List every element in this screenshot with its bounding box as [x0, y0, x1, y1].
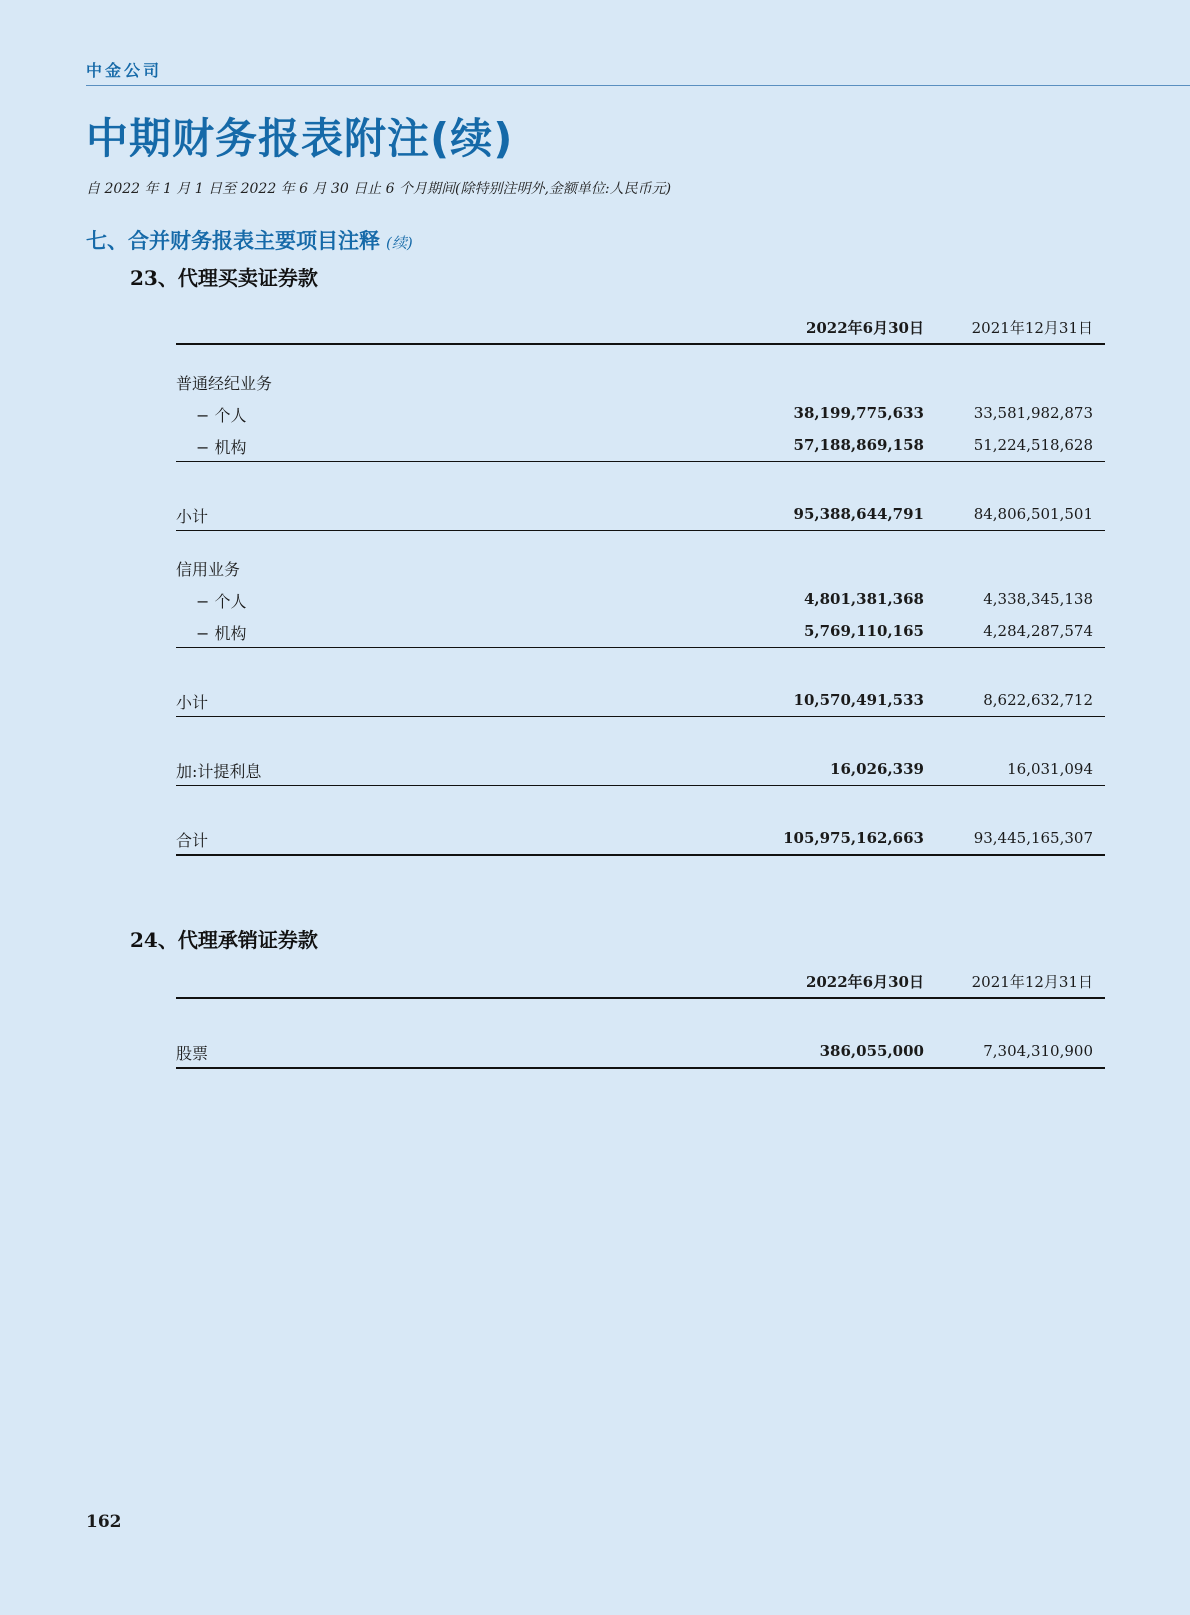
table-header: [176, 969, 1105, 999]
table-row: [176, 397, 1105, 429]
col-header-2022: 2022年6月30日: [805, 973, 924, 991]
row-label: − 机构: [196, 438, 247, 457]
row-label: − 个人: [196, 592, 247, 611]
row-label: 信用业务: [176, 560, 241, 579]
table-row-total: [176, 822, 1105, 854]
section-heading-text: 七、合并财务报表主要项目注释: [86, 229, 380, 253]
value-2022: 386,055,000: [819, 1042, 924, 1060]
total-rule: [176, 1067, 1105, 1069]
value-2021: 4,284,287,574: [983, 622, 1093, 640]
row-label: 小计: [176, 693, 209, 712]
page-title: 中期财务报表附注(续): [86, 114, 514, 163]
value-2022: 95,388,644,791: [793, 505, 924, 523]
value-2021: 84,806,501,501: [973, 505, 1093, 523]
value-2021: 51,224,518,628: [973, 436, 1093, 454]
table-row: [176, 551, 1105, 583]
col-header-2022: 2022年6月30日: [805, 319, 924, 337]
value-2022: 16,026,339: [830, 760, 924, 778]
page-number: 162: [86, 1512, 122, 1532]
col-header-2021: 2021年12月31日: [971, 973, 1093, 991]
table-row: [176, 753, 1105, 785]
row-label: 股票: [176, 1044, 209, 1063]
value-2022: 38,199,775,633: [793, 404, 924, 422]
section-heading: [86, 225, 413, 255]
value-2022: 5,769,110,165: [803, 622, 924, 640]
value-2021: 7,304,310,900: [983, 1042, 1093, 1060]
col-header-2021: 2021年12月31日: [971, 319, 1093, 337]
note24-title: 24、代理承销证券款: [130, 928, 318, 952]
table-row: [176, 583, 1105, 615]
note23-table: [176, 315, 1105, 856]
table-row: [176, 365, 1105, 397]
value-2021: 4,338,345,138: [983, 590, 1093, 608]
row-label: 加:计提利息: [176, 762, 262, 781]
note23-title: 23、代理买卖证券款: [130, 266, 318, 290]
value-2022: 10,570,491,533: [793, 691, 924, 709]
table-row: [176, 684, 1105, 716]
table-row: [176, 615, 1105, 647]
note24-table: [176, 969, 1105, 1069]
table-row: [176, 429, 1105, 461]
value-2021: 8,622,632,712: [983, 691, 1093, 709]
table-header: [176, 315, 1105, 345]
row-label: 合计: [176, 831, 209, 850]
value-2021: 93,445,165,307: [973, 829, 1093, 847]
row-label: 小计: [176, 507, 209, 526]
value-2021: 16,031,094: [1007, 760, 1093, 778]
header-rule: [86, 85, 1190, 86]
table-row: [176, 1035, 1105, 1067]
value-2022: 105,975,162,663: [783, 829, 924, 847]
value-2022: 57,188,869,158: [793, 436, 924, 454]
row-label: 普通经纪业务: [176, 374, 273, 393]
period-note: 自 2022 年 1 月 1 日至 2022 年 6 月 30 日止 6 个月期间(除特别注明外,金额单位:人民币元): [86, 181, 672, 197]
total-rule: [176, 854, 1105, 856]
table-row: [176, 498, 1105, 530]
company-name: 中金公司: [86, 61, 163, 80]
value-2022: 4,801,381,368: [803, 590, 924, 608]
row-label: − 个人: [196, 406, 247, 425]
continued-mark: (续): [386, 234, 413, 252]
value-2021: 33,581,982,873: [973, 404, 1093, 422]
row-label: − 机构: [196, 624, 247, 643]
